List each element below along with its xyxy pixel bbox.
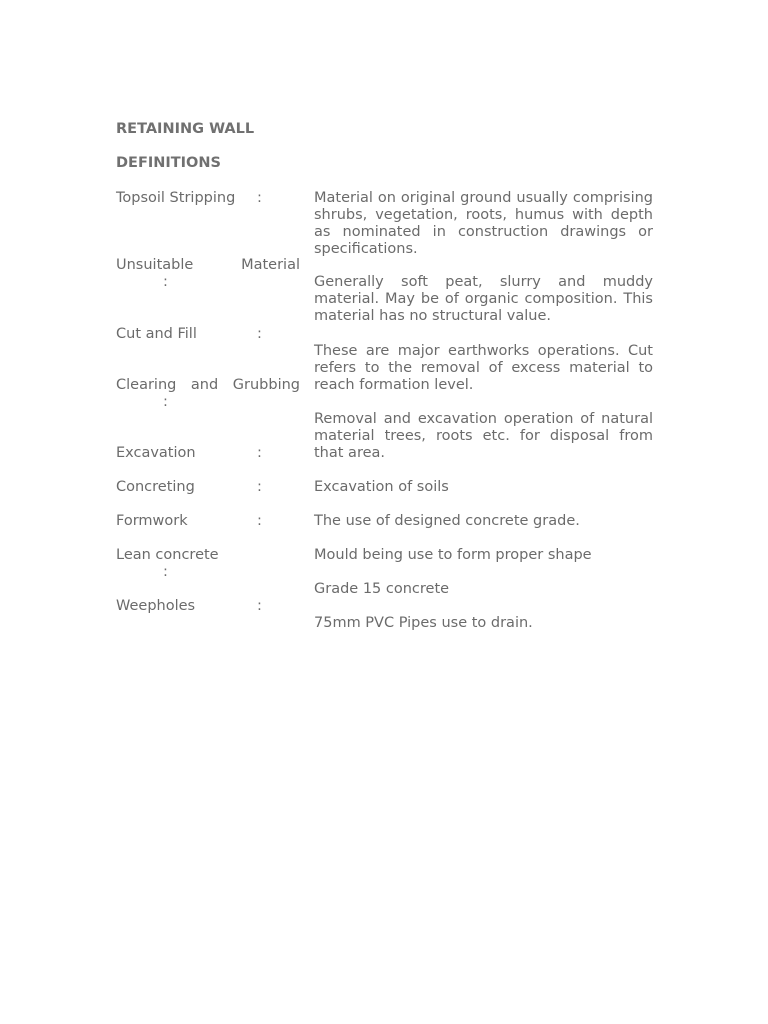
- definition-concreting: The use of designed concrete grade.: [314, 513, 580, 529]
- term-colon: :: [257, 326, 262, 342]
- term-formwork: Formwork: [116, 513, 188, 529]
- definition-text: Removal and excavation operation of natural material trees, roots etc. for disposal from that area.: [314, 411, 653, 461]
- term-colon: :: [163, 274, 168, 290]
- definition-unsuitable-material: [314, 274, 653, 325]
- definition-lean-concrete: Grade 15 concrete: [314, 581, 450, 597]
- definition-cut-and-fill: [314, 343, 653, 394]
- definition-text: Generally soft peat, slurry and muddy material. May be of organic composition. This material has no structural value.: [314, 274, 653, 324]
- document-title: RETAINING WALL: [116, 121, 255, 137]
- definition-text: These are major earthworks operations. Cut refers to the removal of excess material to reach formation level.: [314, 343, 653, 393]
- term-colon: :: [257, 598, 262, 614]
- definition-excavation: Excavation of soils: [314, 479, 449, 495]
- term-colon: :: [163, 564, 168, 580]
- definition-formwork: Mould being use to form proper shape: [314, 547, 592, 563]
- term-colon: :: [257, 190, 262, 206]
- term-excavation: Excavation: [116, 445, 196, 461]
- definition-text: Material on original ground usually comprising shrubs, vegetation, roots, humus with depth as nominated in construction drawings or specifications.: [314, 190, 653, 257]
- term-colon: :: [257, 479, 262, 495]
- section-heading: DEFINITIONS: [116, 155, 221, 171]
- term-lean-concrete: Lean concrete: [116, 547, 219, 563]
- term-topsoil-stripping: Topsoil Stripping: [116, 190, 236, 206]
- term-unsuitable-material: Unsuitable Material: [116, 257, 300, 273]
- term-colon: :: [257, 513, 262, 529]
- term-clearing-and-grubbing: Clearing and Grubbing: [116, 377, 300, 393]
- term-cut-and-fill: Cut and Fill: [116, 326, 197, 342]
- term-concreting: Concreting: [116, 479, 195, 495]
- definition-clearing-and-grubbing: [314, 411, 653, 462]
- term-colon: :: [163, 394, 168, 410]
- definition-topsoil-stripping: [314, 190, 653, 258]
- term-colon: :: [257, 445, 262, 461]
- definition-weepholes: 75mm PVC Pipes use to drain.: [314, 615, 533, 631]
- term-weepholes: Weepholes: [116, 598, 196, 614]
